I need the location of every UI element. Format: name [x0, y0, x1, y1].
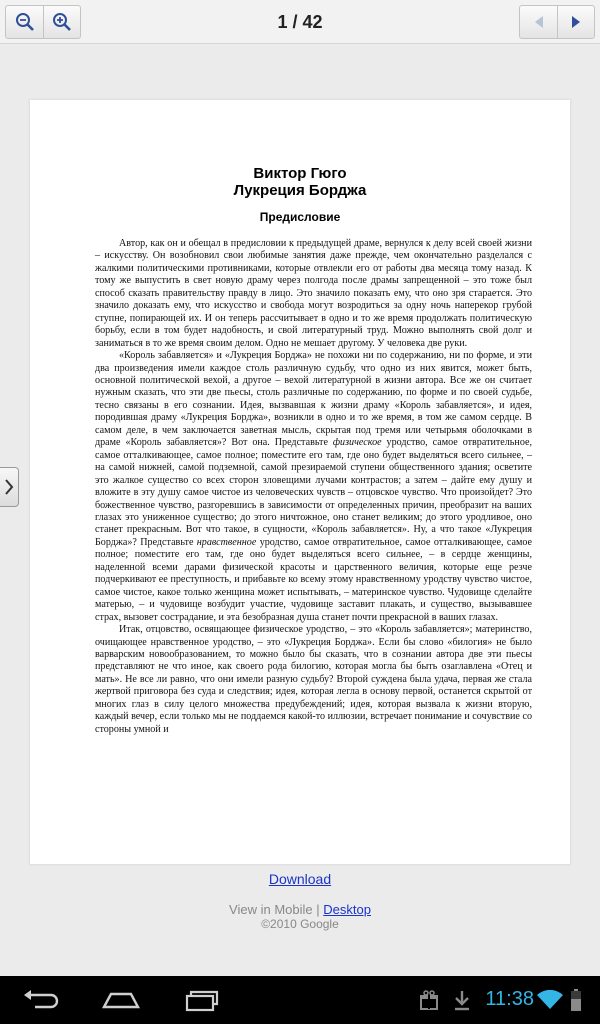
document-title: Лукреция Борджа: [233, 182, 367, 199]
wifi-icon: [537, 990, 563, 1010]
viewer-toolbar: [0, 0, 600, 44]
battery-icon: [570, 988, 582, 1012]
chevron-right-icon: [4, 477, 14, 497]
previous-page-button[interactable]: [520, 6, 557, 38]
sidebar-toggle-button[interactable]: [0, 467, 19, 507]
gift-icon: [418, 989, 440, 1011]
separator: |: [316, 902, 320, 917]
home-icon: [101, 989, 141, 1011]
copyright: ©2010 Google: [261, 917, 339, 931]
page-navigation: [519, 5, 595, 39]
status-clock: 11:38: [485, 988, 534, 1010]
document-page: [29, 99, 571, 865]
paragraph: Итак, отцовство, освящающее физическое уродство, – это «Король забавляется»; материнство, очищающее нравственное уродство, – это «Лукреция Борджа». Если бы слово «билогия» не было варварским новообразованием, то можно было бы сказать, что в сознании автора две эти пьесы представляют не что иное, как своего рода билогию, которая могла бы быть озаглавлена «Отец и мать». Не все ли равно, что они имели разную судьбу? Второй суждена была удача, первая же стала жертвой приговора без суда и следствия; идея, которая легла в основу первой, останется скрытой от многих глаз в силу целого множества предубеждений; идея, которая вызвала к жизни вторую, каждый вечер, если только мы не поддаемся какой-то иллюзии, встречает понимание и сочувствие со стороны умной и: [95, 624, 532, 735]
recent-apps-icon: [181, 988, 221, 1012]
recent-apps-button[interactable]: [180, 986, 222, 1014]
document-body: [95, 238, 532, 736]
document-author: Виктор Гюго: [253, 165, 347, 182]
view-mode-row: [0, 902, 600, 917]
view-in-mobile-label: View in Mobile: [229, 902, 313, 917]
next-page-button[interactable]: [557, 6, 594, 38]
paragraph: Автор, как он и обещал в предисловии к предыдущей драме, вернулся к делу всей своей жизни – искусству. Он возобновил свои любимые занятия даже прежде, чем окончательно разделался с жалкими политическими противниками, которые отвлекли его от работы два месяца тому назад. К тому же выпустить в свет новую драму через полгода после драмы запрещенной – это тоже был способ сказать правительству правду в лицо. Это значило показать ему, что оно зря старается. Это значило доказать ему, что искусство и свобода могут возродиться за одну ночь наперекор грубой ступне, попирающей их. И он теперь рассчитывает в одно и то же время продолжать политическую борьбу, если в том будет надобность, и свой литературный труд. Можно выполнять свой долг и заниматься в то же время своим делом. Одно не мешает другому. У человека две руки.: [95, 238, 532, 349]
section-heading: Предисловие: [259, 210, 341, 224]
back-button[interactable]: [20, 986, 62, 1014]
chevron-right-icon: [569, 14, 583, 30]
back-icon: [21, 989, 61, 1011]
gift-notification[interactable]: [416, 986, 442, 1014]
download-icon: [452, 989, 472, 1011]
page-indicator: 1 / 42: [277, 12, 323, 32]
download-notification[interactable]: [450, 986, 474, 1014]
home-button[interactable]: [100, 986, 142, 1014]
paragraph: «Король забавляется» и «Лукреция Борджа» не похожи ни по содержанию, ни по форме, и эти два произведения имели каждое столь различную судьбу, что одно из них явится, может быть, основной политической вехой, а другое – вехой литературной в жизни автора. Все же он считает нужным сказать, что эти две пьесы, столь различные по содержанию, по форме и по своей судьбе, тесно связаны в его сознании. Идея, вызвавшая к жизни драму «Король забавляется», и идея, породившая драму «Лукреция Борджа», возникли в одно и то же время, в том же самом сердце. В самом деле, в чем заключается заветная мысль, скрытая под тремя или четырьмя оболочками в драме «Король забавляется»? Вот она. Представьте физическое уродство, самое отвратительное, самое отталкивающее, самое полное; поместите его там, где оно будет выделяться всего сильнее, – на самой нижней, самой подземной, самой презираемой ступени общественного здания; осветите это жалкое существо со всех сторон зловещими лучами контрастов; а затем – дайте ему душу и вложите в эту душу самое чистое из человеческих чувств – отцовское чувство. Что произойдет? Это божественное чувство, разгоревшись в зависимости от определенных причин, преобразит на ваших глазах это униженное существо; до этого ничтожное, оно станет великим; до этого уродливое, оно станет прекрасным. Вот что такое, в сущности, «Король забавляется». Ну, а что такое «Лукреция Борджа»? Представьте нравственное уродство, самое отвратительное, самое отталкивающее, самое полное; поместите его там, где оно будет выделяться всего сильнее, – в сердце женщины, наделенной всеми дарами физической красоты и царственного величия, которые еще резче подчеркивают ее преступность, и прибавьте ко всему этому нравственному уродству чувство чистое, самое чистое, какое только женщина может испытывать, – материнское чувство. Чудовище сделайте матерью, – и чудовище возбудит участие, чудовище заставит плакать, и существо, вызывавшее страх, вызовет сострадание, и эта безобразная душа станет почти прекрасной в ваших глазах.: [95, 350, 532, 623]
wifi-status: [536, 986, 564, 1014]
chevron-left-icon: [532, 14, 546, 30]
download-row: [0, 871, 600, 887]
battery-status: [568, 986, 584, 1014]
download-link[interactable]: Download: [268, 871, 332, 887]
desktop-link[interactable]: Desktop: [323, 902, 371, 917]
